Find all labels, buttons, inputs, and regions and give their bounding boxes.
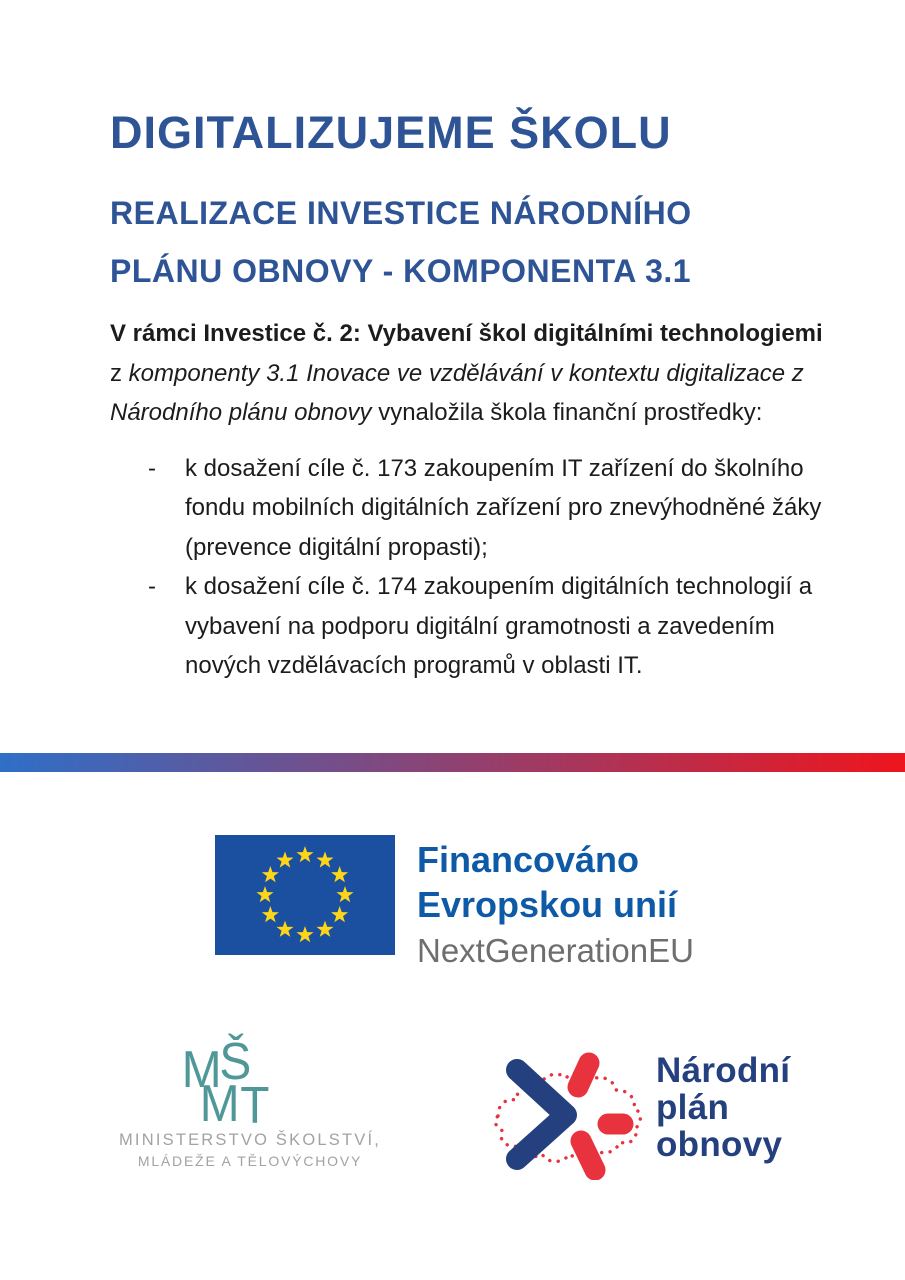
monogram-letter-m2: M — [199, 1075, 240, 1133]
msmt-name-line-1: MINISTERSTVO ŠKOLSTVÍ, — [118, 1131, 382, 1149]
eu-funding-text — [417, 837, 694, 973]
eu-funding-line-2: Evropskou unií — [417, 884, 678, 925]
intro-italic-run: komponenty 3.1 Inovace ve vzdělávání v kontextu digitalizace z Národního plánu obnovy — [110, 359, 804, 426]
goal-list — [110, 449, 826, 686]
eu-funding-logo — [215, 835, 694, 973]
page-title: DIGITALIZUJEME ŠKOLU — [110, 107, 672, 158]
npo-logo — [490, 1038, 790, 1180]
gradient-divider — [0, 753, 905, 772]
subtitle-line-1: REALIZACE INVESTICE NÁRODNÍHO — [110, 195, 692, 231]
npo-mark-icon — [490, 1038, 648, 1180]
eu-funding-line-1: Financováno — [417, 839, 640, 880]
msmt-logo — [100, 1033, 400, 1177]
main-content — [110, 106, 826, 686]
npo-line-3: obnovy — [656, 1125, 783, 1164]
monogram-letter-m1: M — [181, 1041, 222, 1099]
page-subtitle — [110, 184, 826, 300]
msmt-name-line-2: MLÁDEŽE A TĚLOVÝCHOVY — [137, 1153, 363, 1169]
monogram-letter-t: T — [240, 1077, 270, 1135]
msmt-monogram-icon — [180, 1033, 330, 1135]
bullet-dash: - — [148, 573, 156, 600]
subtitle-line-2: PLÁNU OBNOVY - KOMPONENTA 3.1 — [110, 253, 692, 289]
bullet-text: k dosažení cíle č. 173 zakoupením IT zařízení do školního fondu mobilních digitálních zařízení pro znevýhodněné žáky (prevence digitální propasti); — [185, 454, 822, 561]
bullet-text: k dosažení cíle č. 174 zakoupením digitálních technologií a vybavení na podporu digitální gramotnosti a zavedením nových vzdělávacích programů v oblasti IT. — [185, 573, 813, 679]
bullet-dash: - — [148, 454, 156, 482]
nextgenerationeu-label: NextGenerationEU — [417, 932, 694, 969]
msmt-name — [100, 1130, 400, 1170]
list-item — [110, 449, 826, 568]
intro-paragraph — [110, 314, 826, 433]
intro-normal-run-1: z — [110, 359, 129, 387]
intro-normal-run-2: vynaložila škola finanční prostředky: — [371, 399, 763, 426]
eu-flag-icon — [215, 835, 395, 955]
monogram-letter-s: Š — [219, 1033, 252, 1091]
npo-line-2: plán — [656, 1088, 730, 1127]
list-item — [110, 567, 826, 686]
npo-text — [656, 1038, 790, 1180]
npo-line-1: Národní — [656, 1051, 791, 1090]
intro-bold-run: V rámci Investice č. 2: Vybavení škol digitálními technologiemi — [110, 320, 823, 347]
